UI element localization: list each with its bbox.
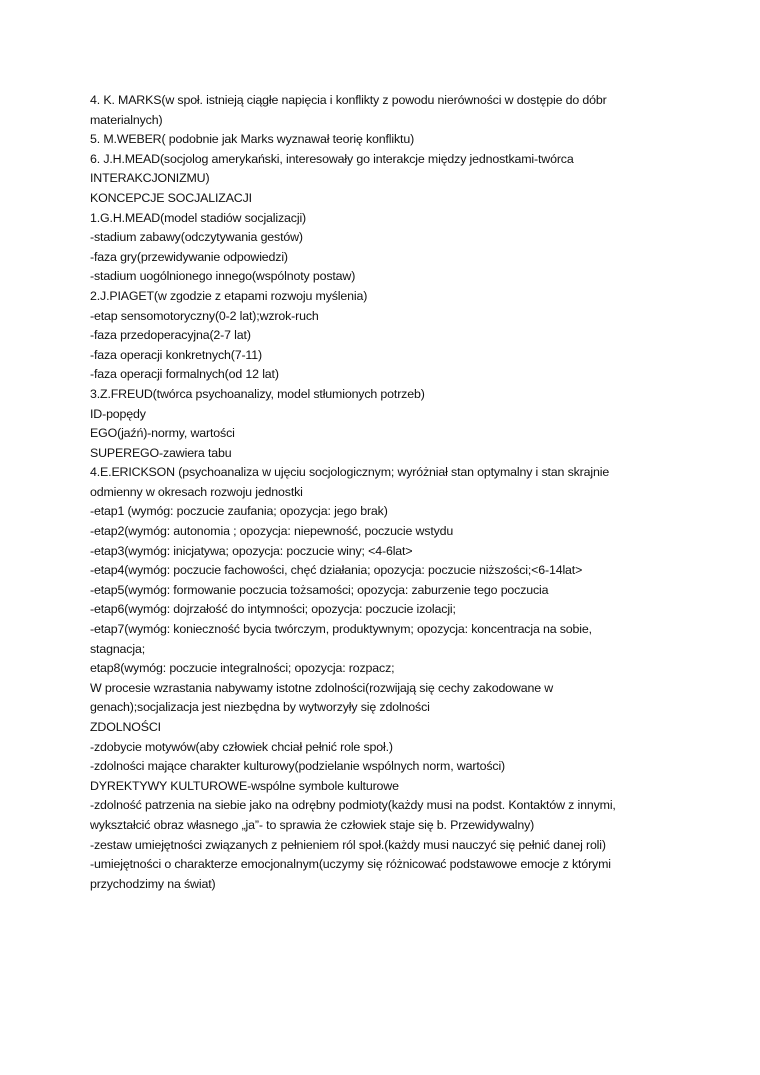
text-line: 5. M.WEBER( podobnie jak Marks wyznawał teorię konfliktu): [90, 132, 415, 147]
text-line: DYREKTYWY KULTUROWE-wspólne symbole kulturowe: [90, 778, 399, 793]
text-line: przychodzimy na świat): [90, 876, 216, 891]
text-line: -zdolność patrzenia na siebie jako na odrębny podmioty(każdy musi na podst. Kontaktów z innymi,: [90, 798, 616, 813]
text-line: odmienny w okresach rozwoju jednostki: [90, 484, 303, 499]
text-line: -etap1 (wymóg: poczucie zaufania; opozycja: jego brak): [90, 504, 388, 519]
text-line: -zdobycie motywów(aby człowiek chciał pełnić role społ.): [90, 739, 393, 754]
text-line: -zestaw umiejętności związanych z pełnieniem ról społ.(każdy musi nauczyć się pełnić danej roli): [90, 837, 606, 852]
text-line: 6. J.H.MEAD(socjolog amerykański, interesowały go interakcje między jednostkami-twórca: [90, 151, 574, 166]
text-line: SUPEREGO-zawiera tabu: [90, 445, 232, 460]
text-line: -etap2(wymóg: autonomia ; opozycja: niepewność, poczucie wstydu: [90, 524, 454, 539]
text-line: -etap6(wymóg: dojrzałość do intymności; opozycja: poczucie izolacji;: [90, 602, 456, 617]
document-body: [90, 91, 680, 894]
text-line: stagnacja;: [90, 641, 145, 656]
text-line: -faza przedoperacyjna(2-7 lat): [90, 328, 251, 343]
text-line: etap8(wymóg: poczucie integralności; opozycja: rozpacz;: [90, 661, 395, 676]
text-line: EGO(jaźń)-normy, wartości: [90, 426, 235, 441]
text-line: W procesie wzrastania nabywamy istotne zdolności(rozwijają się cechy zakodowane w: [90, 680, 554, 695]
text-line: -faza operacji konkretnych(7-11): [90, 347, 262, 362]
text-line: KONCEPCJE SOCJALIZACJI: [90, 190, 252, 205]
text-line: INTERAKCJONIZMU): [90, 171, 210, 186]
text-line: -etap5(wymóg: formowanie poczucia tożsamości; opozycja: zaburzenie tego poczucia: [90, 582, 549, 597]
text-line: ZDOLNOŚCI: [90, 720, 161, 734]
text-line: -stadium uogólnionego innego(wspólnoty postaw): [90, 269, 356, 284]
text-line: 4.E.ERICKSON (psychoanaliza w ujęciu socjologicznym; wyróżniał stan optymalny i stan skrajnie: [90, 465, 610, 480]
text-line: -etap4(wymóg: poczucie fachowości, chęć działania; opozycja: poczucie niższości;<6-14lat>: [90, 563, 583, 578]
text-line: -umiejętności o charakterze emocjonalnym(uczymy się różnicować podstawowe emocje z którymi: [90, 857, 611, 872]
text-line: 4. K. MARKS(w społ. istnieją ciągłe napięcia i konflikty z powodu nierówności w dostępie do dóbr: [90, 93, 607, 107]
text-line: materialnych): [90, 112, 163, 127]
text-line: -stadium zabawy(odczytywania gestów): [90, 230, 303, 245]
text-line: -etap sensomotoryczny(0-2 lat);wzrok-ruch: [90, 308, 319, 323]
text-line: 1.G.H.MEAD(model stadiów socjalizacji): [90, 210, 307, 225]
text-line: -etap7(wymóg: konieczność bycia twórczym, produktywnym; opozycja: koncentracja na sobie,: [90, 622, 592, 637]
text-line: wykształcić obraz własnego „ja”- to sprawia że człowiek staje się b. Przewidywalny): [90, 817, 535, 832]
text-line: -faza gry(przewidywanie odpowiedzi): [90, 249, 288, 264]
text-line: genach);socjalizacja jest niezbędna by wytworzyły się zdolności: [90, 700, 430, 715]
text-line: -etap3(wymóg: inicjatywa; opozycja: poczucie winy; <4-6lat>: [90, 543, 413, 558]
text-line: 2.J.PIAGET(w zgodzie z etapami rozwoju myślenia): [90, 288, 368, 303]
text-line: 3.Z.FREUD(twórca psychoanalizy, model stłumionych potrzeb): [90, 386, 425, 401]
text-line: -faza operacji formalnych(od 12 lat): [90, 367, 279, 382]
text-line: ID-popędy: [90, 406, 146, 421]
text-line: -zdolności mające charakter kulturowy(podzielanie wspólnych norm, wartości): [90, 759, 506, 774]
